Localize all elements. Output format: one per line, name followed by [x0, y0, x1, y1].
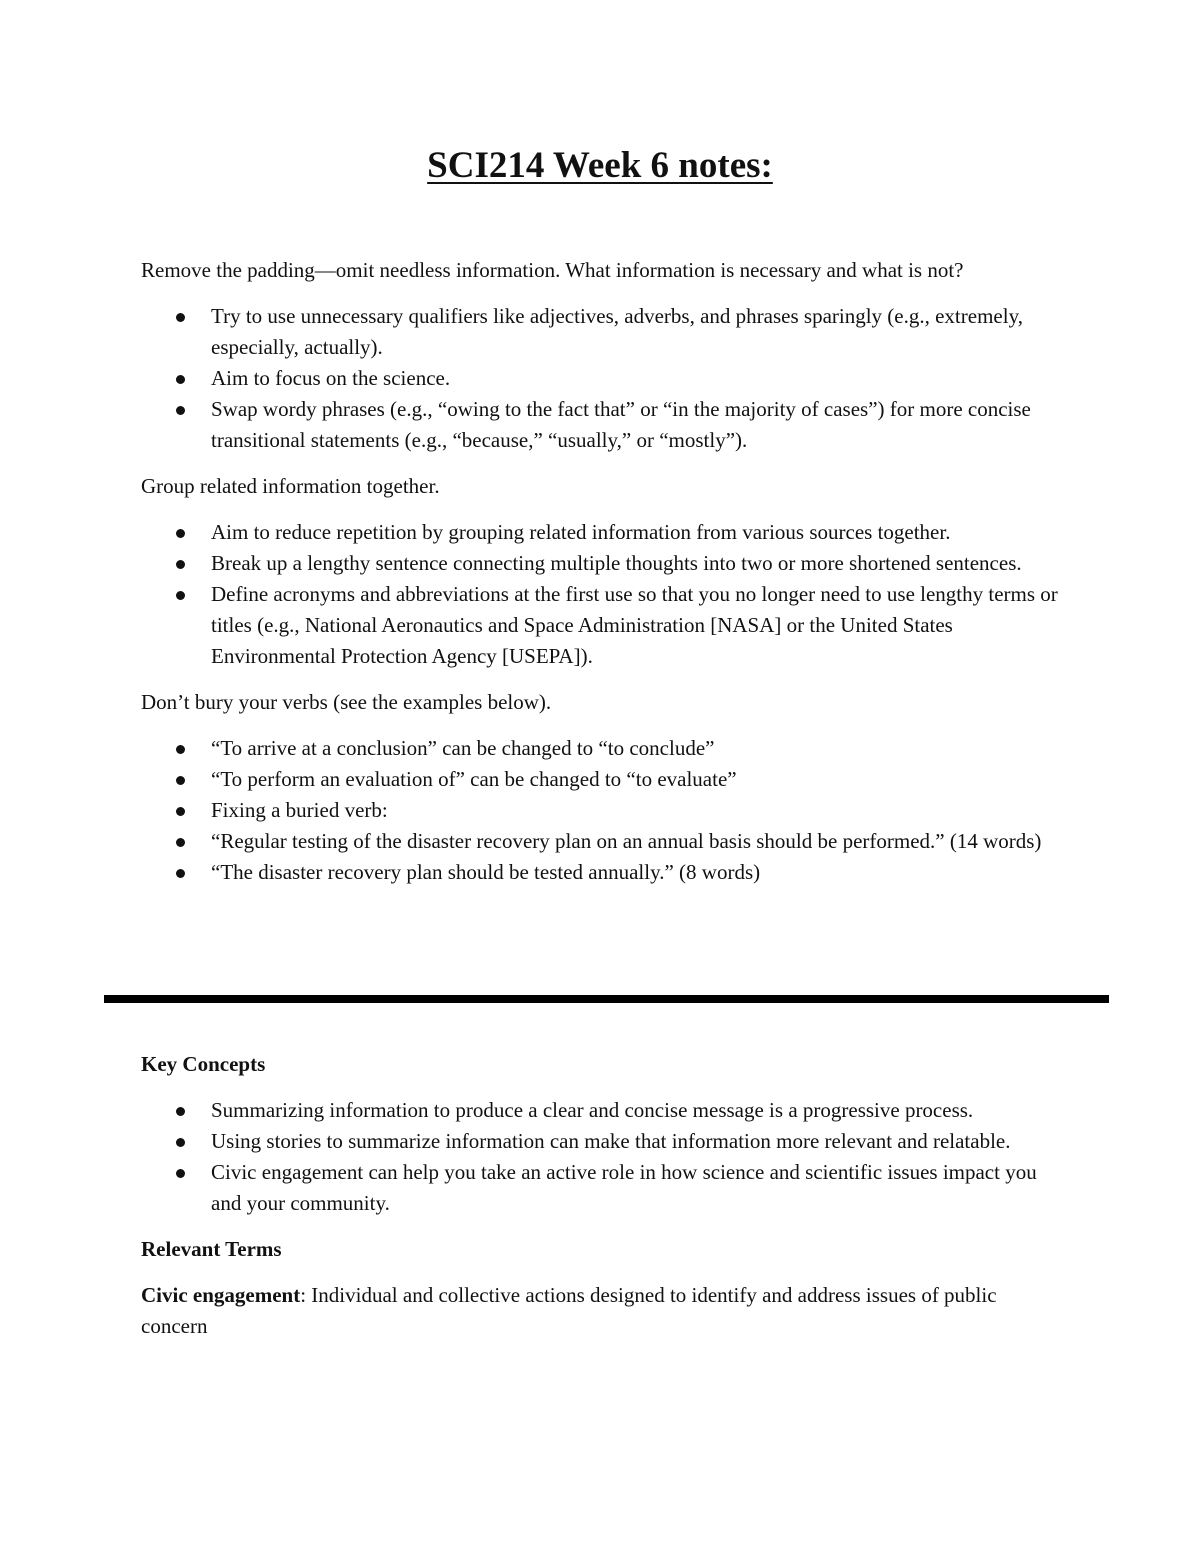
list-item: Fixing a buried verb:	[141, 795, 1061, 826]
bullet-icon	[176, 406, 185, 415]
bullet-icon	[176, 1169, 185, 1178]
term-definition	[141, 1280, 1061, 1342]
bullet-icon	[176, 529, 185, 538]
key-concepts-list	[141, 1095, 1061, 1219]
summary-section	[141, 1049, 1061, 1357]
list-item: Break up a lengthy sentence connecting multiple thoughts into two or more shortened sentences.	[141, 548, 1061, 579]
term-definition-text: : Individual and collective actions designed to identify and address issues of public concern	[141, 1283, 997, 1338]
bullet-icon	[176, 591, 185, 600]
section-intro: Don’t bury your verbs (see the examples below).	[141, 690, 552, 714]
list-item: Using stories to summarize information can make that information more relevant and relatable.	[141, 1126, 1061, 1157]
bullet-icon	[176, 776, 185, 785]
section-divider	[104, 995, 1109, 1003]
page-title-text: SCI214 Week 6 notes:	[427, 145, 773, 186]
list-item: “To arrive at a conclusion” can be changed to “to conclude”	[141, 733, 1061, 764]
bullet-icon	[176, 869, 185, 878]
bullet-icon	[176, 1138, 185, 1147]
section-intro: Group related information together.	[141, 474, 440, 498]
list-item: “Regular testing of the disaster recovery plan on an annual basis should be performed.” (14 words)	[141, 826, 1061, 857]
list-item: Civic engagement can help you take an active role in how science and scientific issues impact you and your community.	[141, 1157, 1061, 1219]
bullet-icon	[176, 745, 185, 754]
notes-body	[141, 255, 1061, 903]
bullet-icon	[176, 1107, 185, 1116]
bullet-icon	[176, 375, 185, 384]
page-title	[0, 138, 1200, 194]
bullet-icon	[176, 560, 185, 569]
list-item: “The disaster recovery plan should be tested annually.” (8 words)	[141, 857, 1061, 888]
list-item: Aim to focus on the science.	[141, 363, 1061, 394]
relevant-terms-heading: Relevant Terms	[141, 1237, 282, 1261]
bullet-icon	[176, 313, 185, 322]
list-item: Define acronyms and abbreviations at the first use so that you no longer need to use lengthy terms or titles (e.g., National Aeronautics and Space Administration [NASA] or the United States Environmental Protection Agency [USEPA]).	[141, 579, 1061, 672]
section-intro: Remove the padding—omit needless information. What information is necessary and what is not?	[141, 258, 964, 282]
bullet-list	[141, 301, 1061, 456]
bullet-icon	[176, 838, 185, 847]
term-name: Civic engagement	[141, 1283, 301, 1307]
bullet-list	[141, 517, 1061, 672]
list-item: “To perform an evaluation of” can be changed to “to evaluate”	[141, 764, 1061, 795]
list-item: Swap wordy phrases (e.g., “owing to the fact that” or “in the majority of cases”) for more concise transitional statements (e.g., “because,” “usually,” or “mostly”).	[141, 394, 1061, 456]
list-item: Try to use unnecessary qualifiers like adjectives, adverbs, and phrases sparingly (e.g., extremely, especially, actually).	[141, 301, 1061, 363]
key-concepts-heading: Key Concepts	[141, 1052, 266, 1076]
list-item: Summarizing information to produce a clear and concise message is a progressive process.	[141, 1095, 1061, 1126]
list-item: Aim to reduce repetition by grouping related information from various sources together.	[141, 517, 1061, 548]
bullet-list	[141, 733, 1061, 888]
bullet-icon	[176, 807, 185, 816]
